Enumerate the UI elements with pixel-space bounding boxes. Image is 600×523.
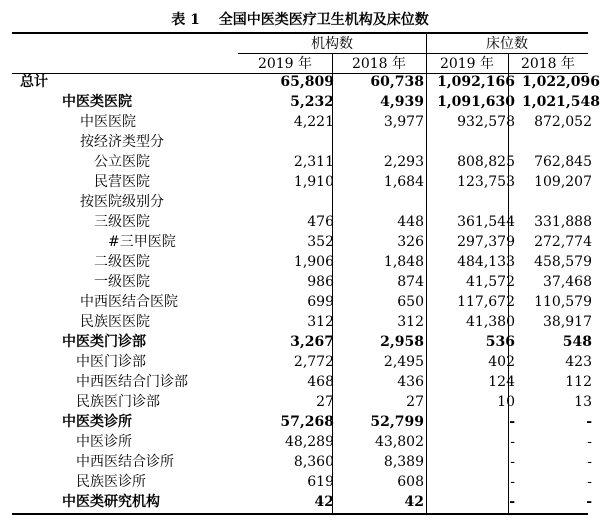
table-row [12,172,592,192]
cell-beds-2018: - [586,494,592,510]
cell-beds-2019: - [510,434,515,450]
row-label: 民族医门诊部 [76,394,160,410]
cell-beds-2019: 1,092,166 [437,74,515,90]
table-row [12,212,592,232]
cell-beds-2018: 38,917 [543,314,592,330]
cell-beds-2018: 872,052 [534,114,592,130]
cell-inst-2019: 352 [307,234,334,250]
table-row [12,492,592,512]
cell-inst-2018: 27 [406,394,424,410]
cell-inst-2018: 312 [397,314,424,330]
table-row [12,152,592,172]
cell-beds-2019: 932,578 [457,114,515,130]
table-row [12,412,592,432]
cell-inst-2018: 2,495 [383,354,424,370]
cell-beds-2018: 548 [562,334,592,350]
row-label: 三级医院 [94,214,150,230]
header-institutions: 机构数 [311,36,353,52]
table-title: 表 1 全国中医类医疗卫生机构及床位数 [171,12,429,28]
cell-inst-2018: 1,848 [383,254,424,270]
table-row [12,452,592,472]
cell-inst-2019: 468 [307,374,334,390]
cell-beds-2019: 361,544 [457,214,515,230]
header-divider [426,33,427,73]
cell-inst-2018: 448 [397,214,424,230]
cell-inst-2019: 5,232 [290,94,334,110]
row-label: 中医诊所 [76,434,132,450]
cell-beds-2018: - [587,454,592,470]
cell-inst-2018: 3,977 [383,114,424,130]
cell-beds-2018: 109,207 [534,174,592,190]
column-divider [332,73,333,513]
table-row [12,372,592,392]
header-inst-2018: 2018 年 [351,56,407,72]
cell-inst-2018: 436 [397,374,424,390]
header-group-rule [238,53,588,54]
cell-inst-2018: 650 [397,294,424,310]
cell-beds-2019: 10 [497,394,515,410]
row-label: 按医院级别分 [80,194,164,210]
cell-inst-2018: 1,684 [383,174,424,190]
cell-inst-2019: 48,289 [285,434,334,450]
cell-inst-2019: 8,360 [293,454,334,470]
cell-inst-2018: 42 [404,494,424,510]
cell-beds-2019: 484,133 [457,254,515,270]
cell-inst-2018: 874 [397,274,424,290]
cell-beds-2019: 41,380 [466,314,515,330]
cell-inst-2019: 65,809 [280,74,334,90]
table-row [12,292,592,312]
cell-inst-2019: 3,267 [290,334,334,350]
cell-inst-2018: 52,799 [370,414,424,430]
cell-beds-2018: 458,579 [534,254,592,270]
cell-beds-2018: 762,845 [534,154,592,170]
cell-beds-2019: 808,825 [457,154,515,170]
row-label: 公立医院 [94,154,150,170]
table-row [12,132,588,152]
cell-inst-2019: 2,311 [293,154,334,170]
cell-inst-2018: 60,738 [370,74,424,90]
cell-beds-2019: 297,379 [457,234,515,250]
table-row [12,352,592,372]
header-divider [508,54,509,73]
cell-beds-2018: 272,774 [534,234,592,250]
row-label: 二级医院 [94,254,150,270]
cell-inst-2018: 326 [397,234,424,250]
row-label: 中医类诊所 [62,414,132,430]
row-label: 中西医结合医院 [80,294,178,310]
cell-beds-2018: 110,579 [534,294,592,310]
cell-beds-2018: - [586,414,592,430]
cell-beds-2018: 331,888 [534,214,592,230]
row-label: 民族医医院 [80,314,150,330]
table-row [12,472,592,492]
column-divider [508,73,509,513]
cell-beds-2019: - [509,414,515,430]
cell-beds-2018: 13 [574,394,592,410]
row-label: 一级医院 [94,274,150,290]
table-row [12,312,592,332]
cell-beds-2019: 123,753 [457,174,515,190]
row-label: 中医类医院 [62,94,132,110]
row-label: 中西医结合门诊部 [76,374,188,390]
cell-inst-2019: 312 [307,314,334,330]
cell-beds-2018: 37,468 [543,274,592,290]
row-label: 中医门诊部 [76,354,146,370]
cell-inst-2019: 4,221 [293,114,334,130]
row-label: 中医医院 [80,114,136,130]
cell-inst-2018: 2,293 [383,154,424,170]
table-row [12,432,592,452]
row-label: 中医类门诊部 [62,334,146,350]
cell-inst-2019: 2,772 [293,354,334,370]
row-label: #三甲医院 [108,234,176,250]
cell-inst-2019: 619 [307,474,334,490]
row-label: 中医类研究机构 [62,494,160,510]
row-label: 按经济类型分 [80,134,164,150]
header-beds: 床位数 [486,36,528,52]
row-label: 中西医结合诊所 [76,454,174,470]
table-row [12,272,592,292]
cell-inst-2018: 4,939 [380,94,424,110]
cell-beds-2019: - [510,474,515,490]
table-row [12,232,592,252]
cell-beds-2018: 423 [565,354,592,370]
cell-inst-2019: 699 [307,294,334,310]
table-row [12,112,592,132]
table-row [12,332,592,352]
row-label: 民营医院 [94,174,150,190]
cell-beds-2019: 124 [488,374,515,390]
cell-beds-2018: - [587,474,592,490]
cell-inst-2019: 1,910 [293,174,334,190]
header-beds-2018: 2018 年 [520,56,576,72]
table-row [12,92,600,112]
cell-inst-2019: 1,906 [293,254,334,270]
column-divider [426,73,427,513]
header-inst-2019: 2019 年 [257,56,313,72]
row-label: 民族医诊所 [76,474,146,490]
cell-inst-2019: 42 [314,494,334,510]
header-beds-2019: 2019 年 [439,56,495,72]
top-rule [12,32,588,34]
cell-beds-2019: 402 [488,354,515,370]
cell-inst-2018: 43,802 [375,434,424,450]
cell-inst-2019: 27 [316,394,334,410]
table-row [12,392,592,412]
cell-beds-2019: - [509,494,515,510]
cell-inst-2019: 476 [307,214,334,230]
cell-beds-2018: 1,021,548 [522,94,600,110]
cell-inst-2018: 608 [397,474,424,490]
cell-beds-2018: - [587,434,592,450]
cell-inst-2019: 986 [307,274,334,290]
header-divider [332,54,333,73]
cell-beds-2019: 536 [485,334,515,350]
cell-beds-2019: 117,672 [457,294,515,310]
table-row [12,252,592,272]
table-row [12,192,588,212]
cell-beds-2019: 1,091,630 [437,94,515,110]
cell-beds-2019: - [510,454,515,470]
table-row [12,72,600,92]
cell-beds-2018: 112 [565,374,592,390]
cell-inst-2019: 57,268 [280,414,334,430]
cell-beds-2018: 1,022,096 [522,74,600,90]
bottom-rule [12,513,588,515]
cell-inst-2018: 8,389 [383,454,424,470]
row-label: 总计 [20,74,48,90]
cell-beds-2019: 41,572 [466,274,515,290]
cell-inst-2018: 2,958 [380,334,424,350]
